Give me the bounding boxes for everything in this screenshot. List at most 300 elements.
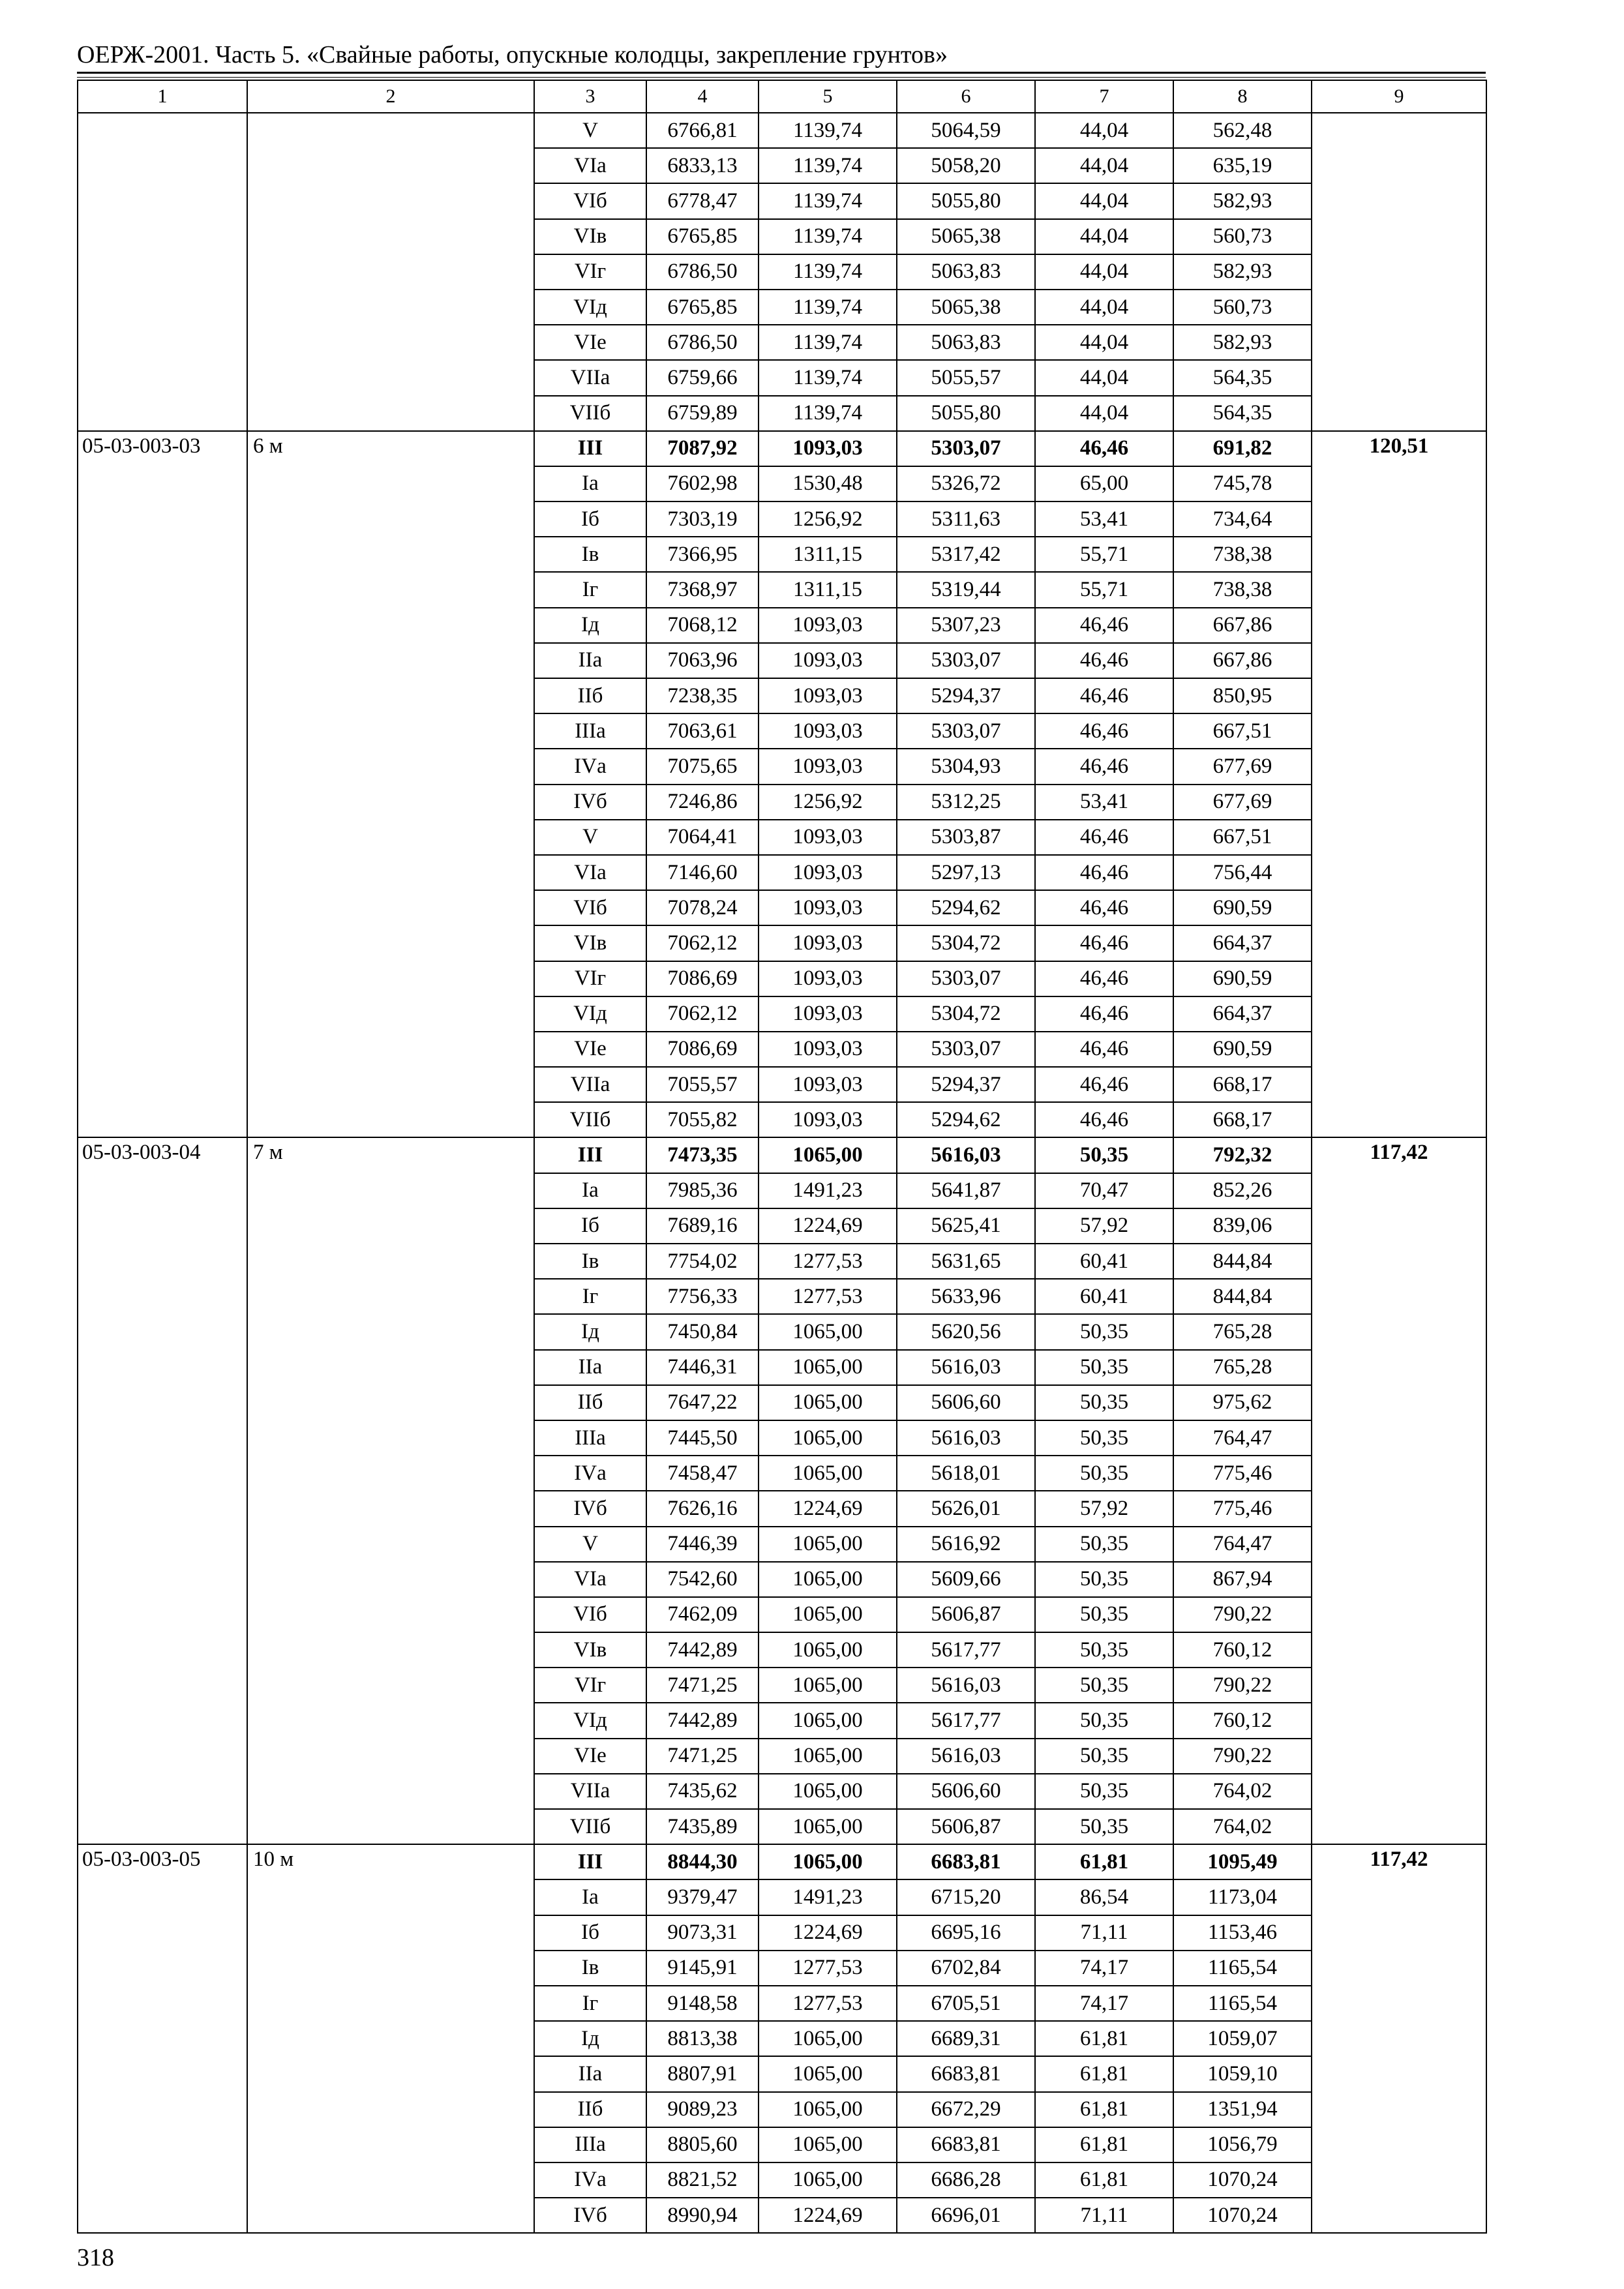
value-cell: 50,35 <box>1035 1420 1173 1456</box>
value-cell: 764,47 <box>1173 1420 1312 1456</box>
value-cell: 5631,65 <box>897 1244 1035 1279</box>
value-cell: 7471,25 <box>646 1668 759 1703</box>
value-cell: 5633,96 <box>897 1279 1035 1314</box>
value-cell: 7442,89 <box>646 1703 759 1738</box>
value-cell: 1224,69 <box>759 1915 897 1951</box>
value-cell: 5058,20 <box>897 148 1035 183</box>
value-cell: 6672,29 <box>897 2092 1035 2127</box>
value-cell: 7462,09 <box>646 1597 759 1632</box>
value-cell: 50,35 <box>1035 1385 1173 1420</box>
value-cell: 7647,22 <box>646 1385 759 1420</box>
value-cell: 71,11 <box>1035 2198 1173 2233</box>
col9-cell: 117,42 <box>1312 1137 1486 1844</box>
value-cell: 1065,00 <box>759 1809 897 1844</box>
column-number-cell: 3 <box>534 80 646 113</box>
value-cell: 50,35 <box>1035 1350 1173 1385</box>
value-cell: 50,35 <box>1035 1314 1173 1349</box>
value-cell: 50,35 <box>1035 1774 1173 1809</box>
value-cell: Iд <box>534 2021 646 2056</box>
value-cell: 1065,00 <box>759 1774 897 1809</box>
value-cell: 1277,53 <box>759 1951 897 1986</box>
value-cell: 691,82 <box>1173 431 1312 466</box>
value-cell: VIг <box>534 961 646 996</box>
value-cell: 9379,47 <box>646 1879 759 1915</box>
value-cell: 738,38 <box>1173 572 1312 607</box>
value-cell: 1065,00 <box>759 1385 897 1420</box>
value-cell: 1065,00 <box>759 2056 897 2091</box>
value-cell: 1173,04 <box>1173 1879 1312 1915</box>
value-cell: 6786,50 <box>646 254 759 290</box>
value-cell: 1256,92 <box>759 501 897 537</box>
value-cell: 1070,24 <box>1173 2198 1312 2233</box>
value-cell: 1139,74 <box>759 360 897 395</box>
value-cell: 1139,74 <box>759 148 897 183</box>
value-cell: 71,11 <box>1035 1915 1173 1951</box>
value-cell: Iг <box>534 1279 646 1314</box>
value-cell: 46,46 <box>1035 678 1173 713</box>
table-row <box>78 1137 1486 1173</box>
value-cell: VIIб <box>534 396 646 431</box>
value-cell: 5303,07 <box>897 431 1035 466</box>
value-cell: IIIа <box>534 1420 646 1456</box>
value-cell: 86,54 <box>1035 1879 1173 1915</box>
value-cell: 1093,03 <box>759 1067 897 1102</box>
value-cell: Iб <box>534 1915 646 1951</box>
value-cell: 7063,61 <box>646 713 759 749</box>
value-cell: 677,69 <box>1173 749 1312 784</box>
value-cell: 5617,77 <box>897 1703 1035 1738</box>
value-cell: 7368,97 <box>646 572 759 607</box>
header-rule-thin <box>77 77 1486 78</box>
value-cell: 1065,00 <box>759 1350 897 1385</box>
value-cell: 560,73 <box>1173 219 1312 254</box>
value-cell: 1059,10 <box>1173 2056 1312 2091</box>
page-header: ОЕРЖ-2001. Часть 5. «Свайные работы, опускные колодцы, закрепление грунтов» <box>77 41 948 68</box>
value-cell: 1065,00 <box>759 1703 897 1738</box>
value-cell: 5063,83 <box>897 254 1035 290</box>
value-cell: 44,04 <box>1035 219 1173 254</box>
value-cell: 5304,93 <box>897 749 1035 784</box>
value-cell: 5616,03 <box>897 1420 1035 1456</box>
value-cell: VIд <box>534 1703 646 1738</box>
value-cell: VIIб <box>534 1809 646 1844</box>
value-cell: 5055,57 <box>897 360 1035 395</box>
value-cell: 5294,62 <box>897 890 1035 925</box>
value-cell: 46,46 <box>1035 643 1173 678</box>
value-cell: 55,71 <box>1035 537 1173 572</box>
value-cell: 7146,60 <box>646 855 759 890</box>
value-cell: 745,78 <box>1173 466 1312 501</box>
value-cell: 50,35 <box>1035 1739 1173 1774</box>
value-cell: 1093,03 <box>759 1102 897 1137</box>
value-cell: 765,28 <box>1173 1350 1312 1385</box>
value-cell: 1093,03 <box>759 961 897 996</box>
value-cell: 7055,57 <box>646 1067 759 1102</box>
value-cell: 667,51 <box>1173 713 1312 749</box>
value-cell: 46,46 <box>1035 855 1173 890</box>
value-cell: Iв <box>534 1951 646 1986</box>
value-cell: IVа <box>534 749 646 784</box>
value-cell: 53,41 <box>1035 501 1173 537</box>
value-cell: 44,04 <box>1035 113 1173 148</box>
value-cell: 1093,03 <box>759 1032 897 1067</box>
value-cell: 6696,01 <box>897 2198 1035 2233</box>
value-cell: 790,22 <box>1173 1739 1312 1774</box>
value-cell: 764,47 <box>1173 1527 1312 1562</box>
value-cell: 1065,00 <box>759 1632 897 1668</box>
value-cell: 1093,03 <box>759 890 897 925</box>
value-cell: 5616,03 <box>897 1350 1035 1385</box>
value-cell: 5065,38 <box>897 219 1035 254</box>
value-cell: 760,12 <box>1173 1703 1312 1738</box>
value-cell: 7303,19 <box>646 501 759 537</box>
value-cell: 1139,74 <box>759 183 897 218</box>
value-cell: IIа <box>534 2056 646 2091</box>
value-cell: Iб <box>534 1208 646 1244</box>
value-cell: 1065,00 <box>759 2127 897 2162</box>
value-cell: VIа <box>534 148 646 183</box>
value-cell: 7246,86 <box>646 785 759 820</box>
column-number-cell: 6 <box>897 80 1035 113</box>
value-cell: VIд <box>534 290 646 325</box>
value-cell: 1256,92 <box>759 785 897 820</box>
value-cell: 7450,84 <box>646 1314 759 1349</box>
table-row <box>78 113 1486 148</box>
value-cell: 7542,60 <box>646 1562 759 1597</box>
value-cell: 60,41 <box>1035 1279 1173 1314</box>
value-cell: 1065,00 <box>759 1456 897 1491</box>
value-cell: 1065,00 <box>759 1562 897 1597</box>
value-cell: 65,00 <box>1035 466 1173 501</box>
value-cell: 7366,95 <box>646 537 759 572</box>
value-cell: 844,84 <box>1173 1244 1312 1279</box>
value-cell: 7689,16 <box>646 1208 759 1244</box>
value-cell: 61,81 <box>1035 2056 1173 2091</box>
value-cell: 635,19 <box>1173 148 1312 183</box>
table-row <box>78 431 1486 466</box>
value-cell: 7754,02 <box>646 1244 759 1279</box>
value-cell: 44,04 <box>1035 290 1173 325</box>
value-cell: 667,86 <box>1173 643 1312 678</box>
value-cell: 9089,23 <box>646 2092 759 2127</box>
value-cell: 5303,87 <box>897 820 1035 855</box>
value-cell: 5626,01 <box>897 1491 1035 1526</box>
value-cell: 764,02 <box>1173 1774 1312 1809</box>
value-cell: 560,73 <box>1173 290 1312 325</box>
value-cell: 1139,74 <box>759 325 897 360</box>
value-cell: 5065,38 <box>897 290 1035 325</box>
column-number-cell: 1 <box>78 80 247 113</box>
value-cell: 55,71 <box>1035 572 1173 607</box>
value-cell: 7446,39 <box>646 1527 759 1562</box>
value-cell: Iа <box>534 1879 646 1915</box>
value-cell: 50,35 <box>1035 1456 1173 1491</box>
value-cell: 7473,35 <box>646 1137 759 1173</box>
value-cell: 790,22 <box>1173 1668 1312 1703</box>
value-cell: 46,46 <box>1035 1067 1173 1102</box>
value-cell: 664,37 <box>1173 925 1312 961</box>
value-cell: 46,46 <box>1035 820 1173 855</box>
value-cell: 756,44 <box>1173 855 1312 890</box>
value-cell: 1165,54 <box>1173 1986 1312 2021</box>
value-cell: 61,81 <box>1035 2092 1173 2127</box>
value-cell: 7756,33 <box>646 1279 759 1314</box>
page-number: 318 <box>77 2244 114 2271</box>
value-cell: Iг <box>534 572 646 607</box>
value-cell: 50,35 <box>1035 1668 1173 1703</box>
value-cell: 6705,51 <box>897 1986 1035 2021</box>
value-cell: 9148,58 <box>646 1986 759 2021</box>
value-cell: 5307,23 <box>897 608 1035 643</box>
value-cell: 5326,72 <box>897 466 1035 501</box>
value-cell: 5064,59 <box>897 113 1035 148</box>
value-cell: 667,86 <box>1173 608 1312 643</box>
value-cell: 582,93 <box>1173 254 1312 290</box>
value-cell: 5641,87 <box>897 1173 1035 1208</box>
value-cell: 867,94 <box>1173 1562 1312 1597</box>
value-cell: 564,35 <box>1173 396 1312 431</box>
value-cell: 6715,20 <box>897 1879 1035 1915</box>
value-cell: 582,93 <box>1173 325 1312 360</box>
value-cell: 61,81 <box>1035 2021 1173 2056</box>
value-cell: 7442,89 <box>646 1632 759 1668</box>
table-row <box>78 1844 1486 1879</box>
value-cell: 7063,96 <box>646 643 759 678</box>
value-cell: 44,04 <box>1035 360 1173 395</box>
value-cell: 74,17 <box>1035 1951 1173 1986</box>
value-cell: 1093,03 <box>759 608 897 643</box>
value-cell: 5616,03 <box>897 1668 1035 1703</box>
value-cell: 1065,00 <box>759 2162 897 2198</box>
value-cell: Iб <box>534 501 646 537</box>
value-cell: VIб <box>534 183 646 218</box>
value-cell: 8813,38 <box>646 2021 759 2056</box>
value-cell: VIа <box>534 1562 646 1597</box>
value-cell: 8807,91 <box>646 2056 759 2091</box>
value-cell: 734,64 <box>1173 501 1312 537</box>
column-number-cell: 9 <box>1312 80 1486 113</box>
name-cell: 10 м <box>247 1844 534 2233</box>
value-cell: 5303,07 <box>897 1032 1035 1067</box>
value-cell: 582,93 <box>1173 183 1312 218</box>
value-cell: 6689,31 <box>897 2021 1035 2056</box>
value-cell: Iа <box>534 466 646 501</box>
value-cell: 50,35 <box>1035 1703 1173 1738</box>
value-cell: 9145,91 <box>646 1951 759 1986</box>
value-cell: VIIб <box>534 1102 646 1137</box>
value-cell: Iа <box>534 1173 646 1208</box>
value-cell: 5616,03 <box>897 1739 1035 1774</box>
value-cell: 7075,65 <box>646 749 759 784</box>
value-cell: VIе <box>534 1739 646 1774</box>
value-cell: 7062,12 <box>646 925 759 961</box>
value-cell: 46,46 <box>1035 961 1173 996</box>
value-cell: IIа <box>534 643 646 678</box>
value-cell: 1139,74 <box>759 396 897 431</box>
value-cell: 1093,03 <box>759 996 897 1032</box>
column-number-cell: 4 <box>646 80 759 113</box>
value-cell: VIв <box>534 925 646 961</box>
value-cell: 6833,13 <box>646 148 759 183</box>
rates-table <box>77 80 1487 2234</box>
value-cell: 738,38 <box>1173 537 1312 572</box>
value-cell: 6765,85 <box>646 219 759 254</box>
value-cell: 53,41 <box>1035 785 1173 820</box>
value-cell: IVб <box>534 1491 646 1526</box>
column-number-row <box>78 80 1486 113</box>
value-cell: 6683,81 <box>897 1844 1035 1879</box>
value-cell: 5303,07 <box>897 643 1035 678</box>
value-cell: 57,92 <box>1035 1208 1173 1244</box>
value-cell: 7458,47 <box>646 1456 759 1491</box>
value-cell: 1139,74 <box>759 219 897 254</box>
value-cell: 1277,53 <box>759 1986 897 2021</box>
value-cell: 844,84 <box>1173 1279 1312 1314</box>
value-cell: 1093,03 <box>759 855 897 890</box>
value-cell: 44,04 <box>1035 396 1173 431</box>
value-cell: 7064,41 <box>646 820 759 855</box>
value-cell: 8844,30 <box>646 1844 759 1879</box>
value-cell: 5606,87 <box>897 1809 1035 1844</box>
value-cell: 1277,53 <box>759 1244 897 1279</box>
value-cell: 70,47 <box>1035 1173 1173 1208</box>
header-rule-thick <box>77 72 1486 74</box>
value-cell: VIIа <box>534 1774 646 1809</box>
value-cell: 7435,62 <box>646 1774 759 1809</box>
value-cell: 1224,69 <box>759 1208 897 1244</box>
value-cell: 7062,12 <box>646 996 759 1032</box>
value-cell: 975,62 <box>1173 1385 1312 1420</box>
value-cell: VIг <box>534 254 646 290</box>
value-cell: 1277,53 <box>759 1279 897 1314</box>
value-cell: 1095,49 <box>1173 1844 1312 1879</box>
value-cell: 790,22 <box>1173 1597 1312 1632</box>
value-cell: 5625,41 <box>897 1208 1035 1244</box>
value-cell: Iв <box>534 537 646 572</box>
value-cell: 74,17 <box>1035 1986 1173 2021</box>
value-cell: 5606,87 <box>897 1597 1035 1632</box>
value-cell: 5616,92 <box>897 1527 1035 1562</box>
value-cell: 5606,60 <box>897 1774 1035 1809</box>
value-cell: 1491,23 <box>759 1173 897 1208</box>
value-cell: IVа <box>534 2162 646 2198</box>
value-cell: 1065,00 <box>759 1844 897 1879</box>
value-cell: 850,95 <box>1173 678 1312 713</box>
column-number-cell: 5 <box>759 80 897 113</box>
value-cell: 5319,44 <box>897 572 1035 607</box>
value-cell: 50,35 <box>1035 1527 1173 1562</box>
value-cell: IVб <box>534 785 646 820</box>
value-cell: 5294,37 <box>897 1067 1035 1102</box>
value-cell: 6695,16 <box>897 1915 1035 1951</box>
value-cell: 46,46 <box>1035 1102 1173 1137</box>
value-cell: 6683,81 <box>897 2127 1035 2162</box>
value-cell: 8821,52 <box>646 2162 759 2198</box>
value-cell: 690,59 <box>1173 890 1312 925</box>
code-cell: 05-03-003-05 <box>78 1844 247 2233</box>
value-cell: 1093,03 <box>759 925 897 961</box>
value-cell: 664,37 <box>1173 996 1312 1032</box>
value-cell: 690,59 <box>1173 1032 1312 1067</box>
value-cell: 1065,00 <box>759 2021 897 2056</box>
value-cell: 7446,31 <box>646 1350 759 1385</box>
value-cell: 60,41 <box>1035 1244 1173 1279</box>
code-cell: 05-03-003-03 <box>78 431 247 1138</box>
value-cell: 677,69 <box>1173 785 1312 820</box>
value-cell: 5063,83 <box>897 325 1035 360</box>
value-cell: 5616,03 <box>897 1137 1035 1173</box>
value-cell: IVа <box>534 1456 646 1491</box>
value-cell: IIб <box>534 1385 646 1420</box>
value-cell: VIа <box>534 855 646 890</box>
value-cell: V <box>534 1527 646 1562</box>
value-cell: 7068,12 <box>646 608 759 643</box>
value-cell: 562,48 <box>1173 113 1312 148</box>
value-cell: 1093,03 <box>759 820 897 855</box>
value-cell: 7078,24 <box>646 890 759 925</box>
value-cell: 1065,00 <box>759 1668 897 1703</box>
value-cell: VIб <box>534 1597 646 1632</box>
value-cell: Iд <box>534 1314 646 1349</box>
value-cell: 5609,66 <box>897 1562 1035 1597</box>
value-cell: 792,32 <box>1173 1137 1312 1173</box>
value-cell: 8805,60 <box>646 2127 759 2162</box>
value-cell: 1311,15 <box>759 572 897 607</box>
value-cell: 1093,03 <box>759 749 897 784</box>
value-cell: 5294,62 <box>897 1102 1035 1137</box>
value-cell: 1065,00 <box>759 2092 897 2127</box>
value-cell: Iг <box>534 1986 646 2021</box>
value-cell: 1311,15 <box>759 537 897 572</box>
value-cell: VIе <box>534 1032 646 1067</box>
value-cell: 690,59 <box>1173 961 1312 996</box>
value-cell: III <box>534 1844 646 1879</box>
value-cell: 1070,24 <box>1173 2162 1312 2198</box>
value-cell: 46,46 <box>1035 749 1173 784</box>
value-cell: 1065,00 <box>759 1420 897 1456</box>
value-cell: 1059,07 <box>1173 2021 1312 2056</box>
value-cell: 7445,50 <box>646 1420 759 1456</box>
value-cell: 50,35 <box>1035 1809 1173 1844</box>
value-cell: 9073,31 <box>646 1915 759 1951</box>
value-cell: 1093,03 <box>759 678 897 713</box>
value-cell: 852,26 <box>1173 1173 1312 1208</box>
value-cell: 8990,94 <box>646 2198 759 2233</box>
value-cell: 1153,46 <box>1173 1915 1312 1951</box>
value-cell: 1351,94 <box>1173 2092 1312 2127</box>
value-cell: Iд <box>534 608 646 643</box>
value-cell: VIб <box>534 890 646 925</box>
value-cell: 1224,69 <box>759 2198 897 2233</box>
value-cell: 839,06 <box>1173 1208 1312 1244</box>
value-cell: 775,46 <box>1173 1456 1312 1491</box>
value-cell: 668,17 <box>1173 1067 1312 1102</box>
value-cell: IIIа <box>534 2127 646 2162</box>
value-cell: VIIа <box>534 1067 646 1102</box>
value-cell: 6759,89 <box>646 396 759 431</box>
value-cell: 760,12 <box>1173 1632 1312 1668</box>
value-cell: 44,04 <box>1035 325 1173 360</box>
value-cell: IIб <box>534 678 646 713</box>
column-number-cell: 7 <box>1035 80 1173 113</box>
value-cell: 46,46 <box>1035 925 1173 961</box>
value-cell: 44,04 <box>1035 148 1173 183</box>
value-cell: 44,04 <box>1035 254 1173 290</box>
value-cell: 46,46 <box>1035 608 1173 643</box>
value-cell: 6765,85 <box>646 290 759 325</box>
value-cell: 5304,72 <box>897 996 1035 1032</box>
value-cell: 5606,60 <box>897 1385 1035 1420</box>
